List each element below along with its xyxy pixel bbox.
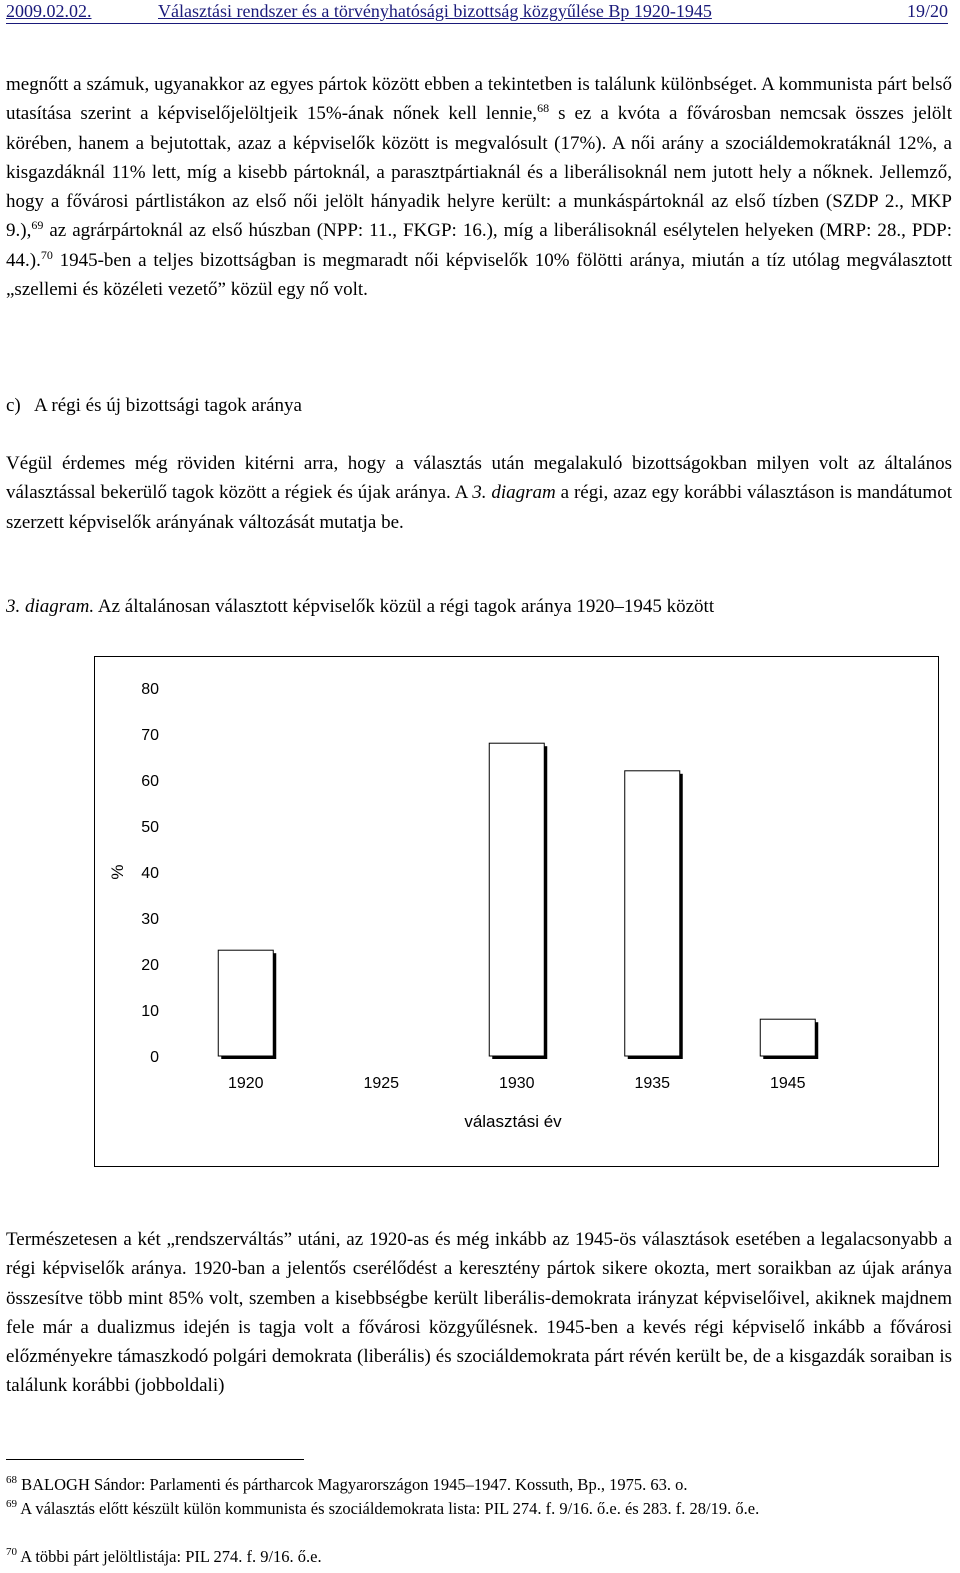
x-tick-label: 1930 [498, 1075, 535, 1092]
y-tick-label: 70 [141, 727, 159, 744]
y-tick-label: 60 [141, 773, 159, 790]
p1-text-a: megnőtt a számuk, ugyanakkor az egyes pártok között ebben a tekintetben is találunk különbséget. A kommunista párt belső utasítása szerint a képviselőjelöltjeik 15%-ának nőnek kell lennie, [6, 74, 952, 125]
footnote-ref-69[interactable]: 69 [31, 218, 44, 233]
footnote-70-number: 70 [6, 1546, 17, 1558]
bar-chart [95, 657, 938, 1166]
y-tick-label: 20 [141, 957, 159, 974]
y-tick-label: 40 [141, 865, 159, 882]
caption-text: Az általánosan választott képviselők közül a régi tagok aránya 1920–1945 között [94, 596, 715, 617]
footnote-separator [6, 1459, 304, 1460]
footnote-ref-68[interactable]: 68 [537, 101, 550, 116]
section-heading-c: c) A régi és új bizottsági tagok aránya [6, 395, 302, 416]
p1-text-d: 1945-ben a teljes bizottságban is megmaradt női képviselők 10% fölötti aránya, miután a tíz utólag megválasztott „szellemi és közéleti vezető” közül egy nő volt. [6, 249, 952, 301]
bar-1935 [625, 771, 680, 1056]
footnote-68-text: BALOGH Sándor: Parlamenti és pártharcok Magyarországon 1945–1947. Kossuth, Bp., 1975. 63. o. [17, 1475, 688, 1494]
running-header [6, 0, 948, 26]
y-tick-label: 80 [141, 681, 159, 698]
paragraph-1 [6, 70, 952, 304]
x-tick-label: 1920 [227, 1075, 264, 1092]
x-axis-label: választási év [464, 1112, 562, 1131]
footnote-ref-70[interactable]: 70 [40, 247, 53, 262]
p2-text-b: a régi, azaz egy korábbi választáson is mandátumot szerzett képviselők arányának változását mutatja be. [6, 482, 952, 533]
footnote-70-text: A többi párt jelöltlistája: PIL 274. f. 9/16. ő.e. [17, 1547, 322, 1566]
x-tick-label: 1935 [634, 1075, 671, 1092]
p1-text-b: s ez a kvóta a fővárosban nemcsak összes jelölt körében, hanem a bejutottak, azaz a képviselők között is megvalósult (17%). A női arány a szociáldemokratáknál 12%, a kisgazdáknál 11% lett, míg a kisebb pártoknál, a parasztpártiaknál és a liberálisoknál nem jutott hely a nőknek. Jellemző, hogy a fővárosi pártlistákon az első női jelölt hányadik helyre került: a munkáspártoknál az első tízben (SZDP 2., MKP 9.), [6, 103, 952, 242]
x-tick-label: 1945 [769, 1075, 806, 1092]
footnote-69-text: A választás előtt készült külön kommunista és szociáldemokrata lista: PIL 274. f. 9/16. ő.e. és 283. f. 28/19. ő.e. [17, 1499, 760, 1518]
header-title: Választási rendszer és a törvényhatósági bizottság közgyűlése Bp 1920-1945 [158, 1, 712, 21]
y-tick-label: 10 [141, 1003, 159, 1020]
p2-text-a: Végül érdemes még röviden kitérni arra, hogy a választás után megalakuló bizottságokban milyen volt az általános választással bekerülő tagok között a régiek és újak aránya. A [6, 453, 952, 504]
bar-1920 [218, 950, 273, 1056]
chart-frame [94, 656, 939, 1167]
paragraph-3: Természetesen a két „rendszerváltás” utáni, az 1920-as és még inkább az 1945-ös választások esetében a legalacsonyabb a régi képviselők aránya. 1920-ban a jelentős cserélődést a keresztény pártok sikere okozta, mert soraikban az újak aránya összesítve több mint 85% volt, szemben a kisebbségbe került liberális-demokrata irányzat képviselőivel, akiknek majdnem fele már a dualizmus idején is tagja volt a fővárosi közgyűlésnek. 1945-ben a kevés régi képviselő inkább a fővárosi előzményekre támaszkodó polgári demokrata (liberális) és szociáldemokrata párt révén került be, de a kisgazdák soraiban is találunk korábbi (jobboldali) [6, 1229, 952, 1397]
p2-diagram-ref: 3. diagram [472, 482, 556, 504]
footnote-68-number: 68 [6, 1474, 17, 1486]
paragraph-2 [6, 449, 952, 537]
p1-text-c: az agrárpártoknál az első húszban (NPP: 11., FKGP: 16.), míg a liberálisoknál esélytelen helyeken (MRP: 28., PDP: 44.). [6, 220, 952, 271]
bar-1945 [760, 1019, 815, 1056]
footnote-68 [6, 1473, 952, 1497]
footnote-69 [6, 1497, 952, 1521]
footnote-70 [6, 1545, 952, 1569]
figure-caption [6, 594, 714, 620]
header-date: 2009.02.02. [6, 1, 92, 21]
x-tick-label: 1925 [363, 1075, 400, 1092]
page-number: 19/20 [906, 1, 948, 21]
y-tick-label: 50 [141, 819, 159, 836]
header-rule [6, 23, 948, 24]
y-axis-label: % [108, 864, 127, 880]
bar-1930 [489, 743, 544, 1056]
footnote-69-number: 69 [6, 1498, 17, 1510]
caption-label: 3. diagram. [6, 596, 95, 617]
y-tick-label: 30 [141, 911, 159, 928]
y-tick-label: 0 [150, 1049, 159, 1066]
